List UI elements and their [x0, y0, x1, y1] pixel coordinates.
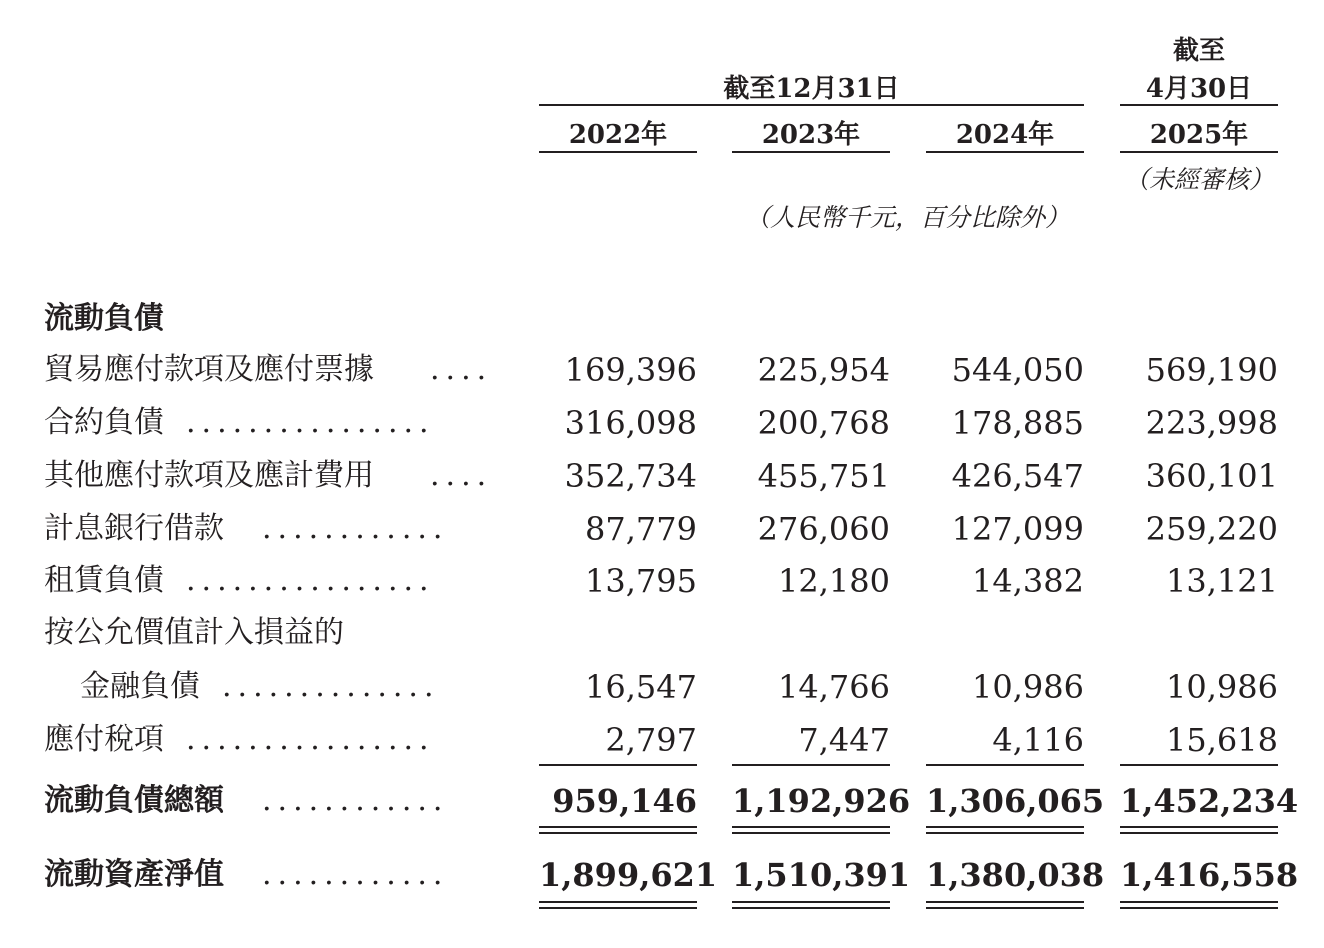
value-2025: 13,121 — [1166, 562, 1278, 600]
value-2025: 259,220 — [1145, 510, 1278, 548]
value-2023: 225,954 — [757, 351, 890, 389]
group-column-label: 截至12月31日 — [723, 74, 900, 104]
row-label: 合約負債 — [44, 405, 164, 440]
total-rule-b-2022 — [539, 832, 697, 834]
group-header-rule — [539, 104, 1084, 106]
unaudited-note: （未經審核） — [1123, 165, 1274, 194]
total-rule-b-2025 — [1120, 832, 1278, 834]
year-2025-header: 2025年 — [1149, 120, 1249, 150]
value-2024: 426,547 — [951, 457, 1084, 495]
value-2025: 223,998 — [1145, 404, 1278, 442]
net-rule-a-2024 — [926, 901, 1084, 903]
year-2024-header: 2024年 — [955, 120, 1055, 150]
subtotal-rule-2022 — [539, 764, 697, 766]
row-label: 租賃負債 — [44, 563, 164, 598]
value-2024: 544,050 — [951, 351, 1084, 389]
year-rule-2022 — [539, 151, 697, 153]
value-2022: 959,146 — [552, 782, 697, 820]
total-rule-b-2024 — [926, 832, 1084, 834]
value-2023: 200,768 — [757, 404, 890, 442]
value-2025: 15,618 — [1166, 721, 1278, 759]
value-2023: 12,180 — [778, 562, 890, 600]
value-2025: 1,452,234 — [1120, 782, 1299, 820]
table-row-bank-borrowings — [0, 504, 1324, 554]
value-2025: 360,101 — [1145, 457, 1278, 495]
value-2023: 1,510,391 — [732, 856, 911, 894]
table-row-tax-payable — [0, 715, 1324, 765]
table-row-financial-liabilities — [0, 662, 1324, 712]
table-row-trade-payables — [0, 345, 1324, 395]
total-rule-a-2024 — [926, 826, 1084, 828]
leader-dots: .... — [430, 352, 493, 387]
row-label: 流動資產淨值 — [44, 857, 224, 892]
value-2023: 1,192,926 — [732, 782, 911, 820]
subtotal-rule-2023 — [732, 764, 890, 766]
total-rule-a-2023 — [732, 826, 890, 828]
table-row-lease-liabilities — [0, 556, 1324, 606]
table-row-contract-liabilities — [0, 398, 1324, 448]
leader-dots: .... — [430, 458, 493, 493]
year-2022-header: 2022年 — [568, 120, 668, 150]
value-2025: 569,190 — [1145, 351, 1278, 389]
value-2022: 87,779 — [585, 510, 697, 548]
leader-dots: ............ — [262, 857, 449, 892]
net-rule-a-2023 — [732, 901, 890, 903]
year-rule-2023 — [732, 151, 890, 153]
row-label: 應付稅項 — [44, 722, 164, 757]
value-2022: 1,899,621 — [539, 856, 718, 894]
value-2022: 2,797 — [605, 721, 697, 759]
table-row-other-payables — [0, 451, 1324, 501]
row-label: 計息銀行借款 — [44, 511, 224, 546]
value-2024: 1,380,038 — [926, 856, 1105, 894]
row-label: 貿易應付款項及應付票據 — [44, 352, 374, 387]
row-label: 按公允價值計入損益的 — [44, 615, 344, 650]
value-2024: 178,885 — [951, 404, 1084, 442]
value-2024: 127,099 — [951, 510, 1084, 548]
year-rule-2024 — [926, 151, 1084, 153]
value-2023: 7,447 — [798, 721, 890, 759]
leader-dots: ............ — [262, 511, 449, 546]
year-rule-2025 — [1120, 151, 1278, 153]
last-column-label-line2: 4月30日 — [1145, 74, 1253, 104]
unit-note: （人民幣千元，百分比除外） — [744, 203, 1070, 232]
value-2025: 10,986 — [1166, 668, 1278, 706]
net-rule-b-2023 — [732, 907, 890, 909]
value-2022: 352,734 — [564, 457, 697, 495]
row-label: 流動負債總額 — [44, 783, 224, 818]
value-2024: 4,116 — [992, 721, 1084, 759]
value-2023: 455,751 — [757, 457, 890, 495]
value-2022: 16,547 — [585, 668, 697, 706]
leader-dots: ................ — [186, 563, 435, 598]
subtotal-rule-2025 — [1120, 764, 1278, 766]
leader-dots: ................ — [186, 405, 435, 440]
value-2023: 276,060 — [757, 510, 890, 548]
total-rule-a-2022 — [539, 826, 697, 828]
table-row-net-current-assets — [0, 850, 1324, 900]
value-2024: 1,306,065 — [926, 782, 1105, 820]
subtotal-rule-2024 — [926, 764, 1084, 766]
net-rule-b-2024 — [926, 907, 1084, 909]
leader-dots: .............. — [222, 669, 440, 704]
total-rule-b-2023 — [732, 832, 890, 834]
row-label: 其他應付款項及應計費用 — [44, 458, 374, 493]
section-title: 流動負債 — [44, 301, 164, 336]
year-2023-header: 2023年 — [761, 120, 861, 150]
value-2023: 14,766 — [778, 668, 890, 706]
last-column-label-line1: 截至 — [1172, 36, 1225, 66]
leader-dots: ............ — [262, 783, 449, 818]
net-rule-b-2025 — [1120, 907, 1278, 909]
value-2024: 10,986 — [972, 668, 1084, 706]
value-2022: 13,795 — [585, 562, 697, 600]
table-row-fvtpl-heading — [0, 608, 1324, 658]
net-rule-a-2025 — [1120, 901, 1278, 903]
table-row-total-current-liabilities — [0, 776, 1324, 826]
total-rule-a-2025 — [1120, 826, 1278, 828]
net-rule-b-2022 — [539, 907, 697, 909]
value-2025: 1,416,558 — [1120, 856, 1299, 894]
value-2022: 169,396 — [564, 351, 697, 389]
last-header-rule — [1120, 104, 1278, 106]
value-2024: 14,382 — [972, 562, 1084, 600]
row-label: 金融負債 — [80, 669, 200, 704]
net-rule-a-2022 — [539, 901, 697, 903]
leader-dots: ................ — [186, 722, 435, 757]
value-2022: 316,098 — [564, 404, 697, 442]
